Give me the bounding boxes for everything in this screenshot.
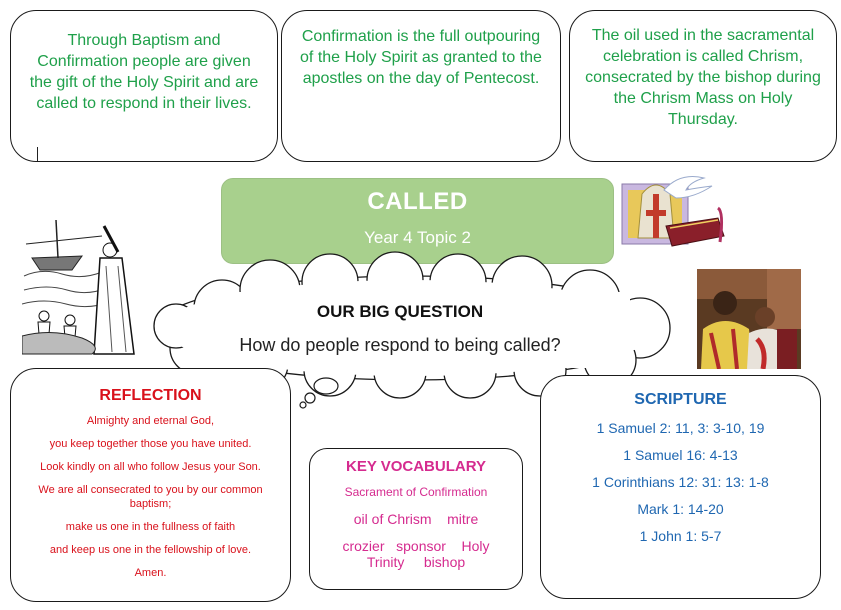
reflection-line: We are all consecrated to you by our common baptism; <box>38 484 263 510</box>
fact-text: The oil used in the sacramental celebration is called Chrism, consecrated by the bishop during the Chrism Mass on Holy Thursday. <box>585 27 821 128</box>
reflection-box <box>10 368 291 602</box>
scripture-reference: 1 Samuel 2: 11, 3: 3-10, 19 <box>596 420 765 436</box>
big-question-text: How do people respond to being called? <box>239 335 561 355</box>
key-vocabulary-box <box>309 448 523 590</box>
vocabulary-line: crozier sponsor Holy Trinity bishop <box>342 538 494 570</box>
scripture-reference: 1 John 1: 5-7 <box>639 528 722 544</box>
big-question <box>190 302 610 356</box>
vocabulary-heading: KEY VOCABULARY <box>345 458 487 475</box>
scripture-reference: 1 Corinthians 12: 31: 13: 1-8 <box>592 474 769 490</box>
vocabulary-line: Sacrament of Confirmation <box>344 485 488 499</box>
page-subtitle: Year 4 Topic 2 <box>364 228 471 247</box>
reflection-line: Almighty and eternal God, <box>86 415 215 427</box>
fact-text: Through Baptism and Confirmation people are given the gift of the Holy Spirit and are called to respond in their lives. <box>29 32 259 112</box>
scripture-heading: SCRIPTURE <box>634 391 727 408</box>
page-title: CALLED <box>367 188 468 215</box>
reflection-line: you keep together those you have united. <box>49 438 252 450</box>
scripture-reference: Mark 1: 14-20 <box>637 501 724 517</box>
scripture-reference: 1 Samuel 16: 4-13 <box>623 447 738 463</box>
reflection-line: and keep us one in the fellowship of love. <box>49 544 252 556</box>
reflection-line: Look kindly on all who follow Jesus your Son. <box>40 461 261 473</box>
reflection-line: Amen. <box>134 567 167 579</box>
scripture-box <box>540 375 821 599</box>
reflection-line: make us one in the fullness of faith <box>65 521 236 533</box>
reflection-heading: REFLECTION <box>99 387 202 404</box>
fact-text: Confirmation is the full outpouring of the Holy Spirit as granted to the apostles on the day of Pentecost. <box>300 28 542 87</box>
big-question-heading: OUR BIG QUESTION <box>316 302 484 321</box>
vocabulary-line: oil of Chrism mitre <box>353 511 479 527</box>
